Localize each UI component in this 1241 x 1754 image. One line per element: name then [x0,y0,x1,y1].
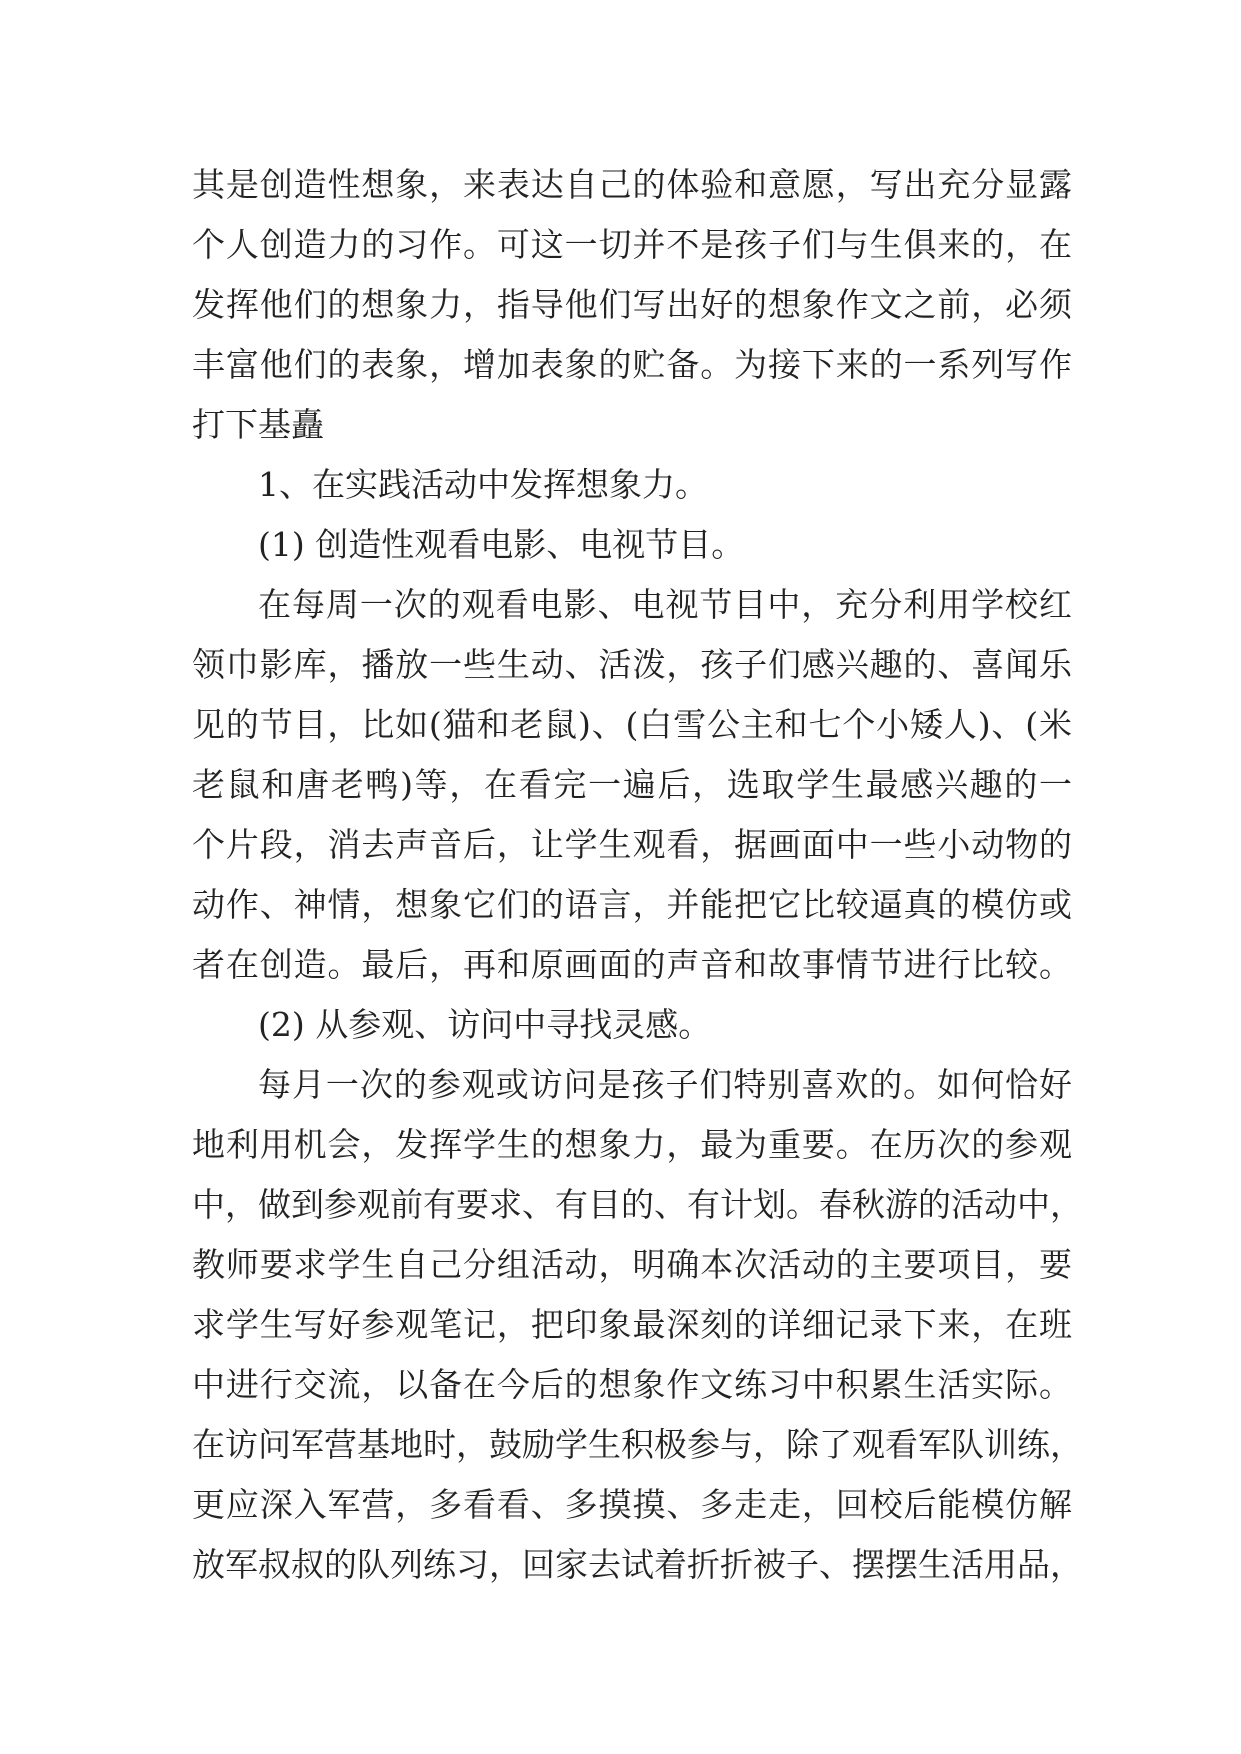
text-line: 放军叔叔的队列练习，回家去试着折折被子、摆摆生活用品， [192,1545,1083,1584]
text-line: 教师要求学生自己分组活动，明确本次活动的主要项目，要 [192,1245,1072,1284]
text-line: 中进行交流，以备在今后的想象作文练习中积累生活实际。 [192,1365,1072,1404]
subsection-heading: (2) 从参观、访问中寻找灵感。 [258,1005,712,1044]
text-line: 丰富他们的表象，增加表象的贮备。为接下来的一系列写作 [192,345,1072,384]
document-page [192,155,1083,1595]
text-line: 见的节目，比如(猫和老鼠)、(白雪公主和七个小矮人)、(米 [192,705,1072,744]
text-line: 打下基矗 [192,405,324,444]
text-line: 者在创造。最后，再和原画面的声音和故事情节进行比较。 [192,945,1072,984]
text-line: 在每周一次的观看电影、电视节目中，充分利用学校红 [258,585,1072,624]
text-line: 中，做到参观前有要求、有目的、有计划。春秋游的活动中， [192,1185,1083,1224]
text-line: 发挥他们的想象力，指导他们写出好的想象作文之前，必须 [192,285,1072,324]
text-line: 个片段，消去声音后，让学生观看，据画面中一些小动物的 [192,825,1072,864]
text-line: 在访问军营基地时，鼓励学生积极参与，除了观看军队训练， [192,1425,1083,1464]
text-line: 个人创造力的习作。可这一切并不是孩子们与生俱来的，在 [192,225,1072,264]
text-line: 动作、神情，想象它们的语言，并能把它比较逼真的模仿或 [192,885,1072,924]
text-line: 领巾影库，播放一些生动、活泼，孩子们感兴趣的、喜闻乐 [192,645,1072,684]
text-line: 老鼠和唐老鸭)等，在看完一遍后，选取学生最感兴趣的一 [192,765,1072,804]
section-heading: 1、在实践活动中发挥想象力。 [258,465,708,504]
text-line: 每月一次的参观或访问是孩子们特别喜欢的。如何恰好 [258,1065,1072,1104]
text-line: 更应深入军营，多看看、多摸摸、多走走，回校后能模仿解 [192,1485,1072,1524]
subsection-heading: (1) 创造性观看电影、电视节目。 [258,525,745,564]
text-line: 其是创造性想象，来表达自己的体验和意愿，写出充分显露 [192,165,1072,204]
text-line: 求学生写好参观笔记，把印象最深刻的详细记录下来，在班 [192,1305,1072,1344]
text-line: 地利用机会，发挥学生的想象力，最为重要。在历次的参观 [192,1125,1072,1164]
